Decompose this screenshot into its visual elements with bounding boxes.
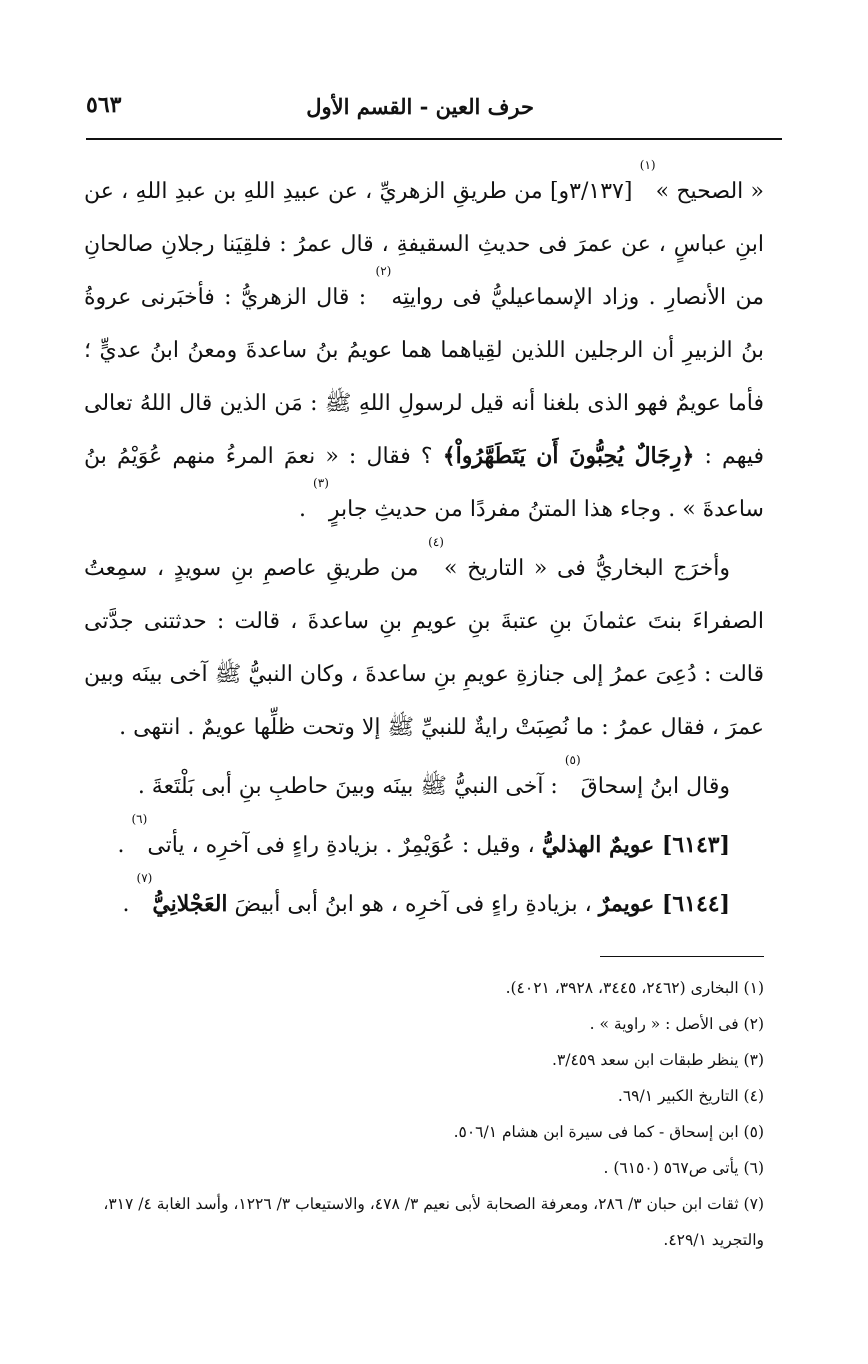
header-rule bbox=[86, 138, 782, 140]
paragraph bbox=[84, 871, 764, 931]
quran-quote: ﴿رِجَالٌ يُحِبُّونَ أَن يَتَطَهَّرُواْ﴾ bbox=[442, 443, 695, 469]
paragraph bbox=[84, 535, 764, 754]
text-run: من طريقِ عاصمِ بنِ سويدٍ ، سمِعتُ الصفراءَ بنتَ عثمانَ بنِ عتبةَ بنِ عويمِ بنِ ساعدةَ ، قالت : حدثتنى جدَّتى قالت : دُعِىَ عمرُ إلى جنازةِ عويمِ بنِ ساعدةَ ، وكان النبيُّ ﷺ آخى بينَه وبين عمرَ ، فقال عمرُ : ما نُصِبَتْ رايةٌ للنبيِّ ﷺ إلا وتحت ظلِّها عويمٌ . انتهى . bbox=[84, 556, 764, 740]
entry-number: [٦١٤٣] bbox=[661, 832, 730, 858]
text-run: وقال ابنُ إسحاقَ bbox=[580, 774, 730, 799]
footnote: (٧) ثقات ابن حبان ٣/ ٢٨٦، ومعرفة الصحابة لأبى نعيم ٣/ ٤٧٨، والاستيعاب ٣/ ١٢٢٦، وأسد الغابة ٤/ ٣١٧، والتجريد ٤٢٩/١. bbox=[103, 1195, 764, 1249]
footnote-rule bbox=[600, 956, 764, 957]
text-run: [٣/١٣٧و] من طريقِ الزهريِّ ، عن عبيدِ اللهِ بن عبدِ اللهِ ، عن ابنِ عباسٍ ، عن عمرَ فى حديثِ السقيفةِ ، قال عمرُ : فلقِيَنا رجلانِ صالحانِ من الأنصارِ . وزاد الإسماعيليُّ فى روايتِه bbox=[84, 179, 765, 310]
text-run: ، وقيل : عُوَيْمِرٌ . بزيادةِ راءٍ فى آخرِه ، يأتى bbox=[147, 833, 542, 858]
text-run: . bbox=[122, 892, 137, 917]
footnote-marker: (٢) bbox=[375, 264, 392, 278]
text-run: ؟ فقال : « نعمَ المرءُ منهم عُوَيْمُ بنُ ساعدةَ » . وجاء هذا المتنُ مفردًا من حديثِ جابرٍ bbox=[84, 444, 764, 522]
footnotes bbox=[84, 970, 764, 1258]
main-text bbox=[84, 158, 765, 931]
paragraph bbox=[84, 812, 764, 872]
footnote: (٤) التاريخ الكبير ٦٩/١. bbox=[617, 1087, 764, 1105]
text-run: : قال الزهريُّ : فأخبَرنى عروةُ بنُ الزبيرِ أن الرجلين اللذين لقِياهما هما عويمُ بنُ ساعدةَ ومعنُ ابنُ عديٍّ ؛ فأما عويمٌ فهو الذى بلغنا أنه قيل لرسولِ اللهِ ﷺ : مَن الذين قال اللهُ تعالى فيهم : bbox=[84, 285, 764, 469]
paragraph bbox=[84, 753, 764, 813]
text-run: : آخى النبيُّ ﷺ بينَه وبينَ حاطبِ بنِ أبى بَلْتَعةَ . bbox=[137, 774, 565, 799]
footnote-marker: (٤) bbox=[428, 535, 444, 549]
footnote-marker: (٦) bbox=[131, 812, 148, 826]
footnote: (٣) ينظر طبقات ابن سعد ٣/٤٥٩. bbox=[552, 1051, 764, 1069]
text-run: . bbox=[299, 497, 314, 522]
footnote-marker: (٥) bbox=[564, 753, 581, 767]
entry-name: عويمرٌ bbox=[598, 891, 662, 917]
footnote: (١) البخارى (٢٤٦٢، ٣٤٤٥، ٣٩٢٨، ٤٠٢١). bbox=[505, 979, 764, 997]
text-run: . bbox=[117, 833, 132, 858]
text-run: ، بزيادةِ راءٍ فى آخرِه ، هو ابنُ أبى أبيضَ bbox=[227, 892, 599, 917]
text-run: وأخرَج البخاريُّ فى « التاريخ » bbox=[443, 556, 730, 581]
footnote-marker: (٣) bbox=[313, 476, 329, 490]
text-run: « الصحيح » bbox=[655, 179, 765, 204]
paragraph bbox=[84, 158, 765, 536]
entry-nisba: العَجْلانِيُّ bbox=[152, 891, 228, 917]
entry-name: عويمٌ الهذليُّ bbox=[541, 832, 662, 858]
entry-number: [٦١٤٤] bbox=[661, 891, 730, 917]
footnote: (٢) فى الأصل : « راوية » . bbox=[589, 1015, 764, 1033]
running-header bbox=[86, 92, 782, 128]
page-number: ٥٦٣ bbox=[86, 92, 122, 118]
footnote-marker: (١) bbox=[639, 158, 656, 172]
footnote: (٥) ابن إسحاق - كما فى سيرة ابن هشام ٥٠٦/١. bbox=[453, 1123, 764, 1141]
running-title: حرف العين - القسم الأول bbox=[306, 94, 534, 119]
footnote: (٦) يأتى ص٥٦٧ (٦١٥٠) . bbox=[603, 1159, 764, 1177]
footnote-marker: (٧) bbox=[136, 871, 153, 885]
